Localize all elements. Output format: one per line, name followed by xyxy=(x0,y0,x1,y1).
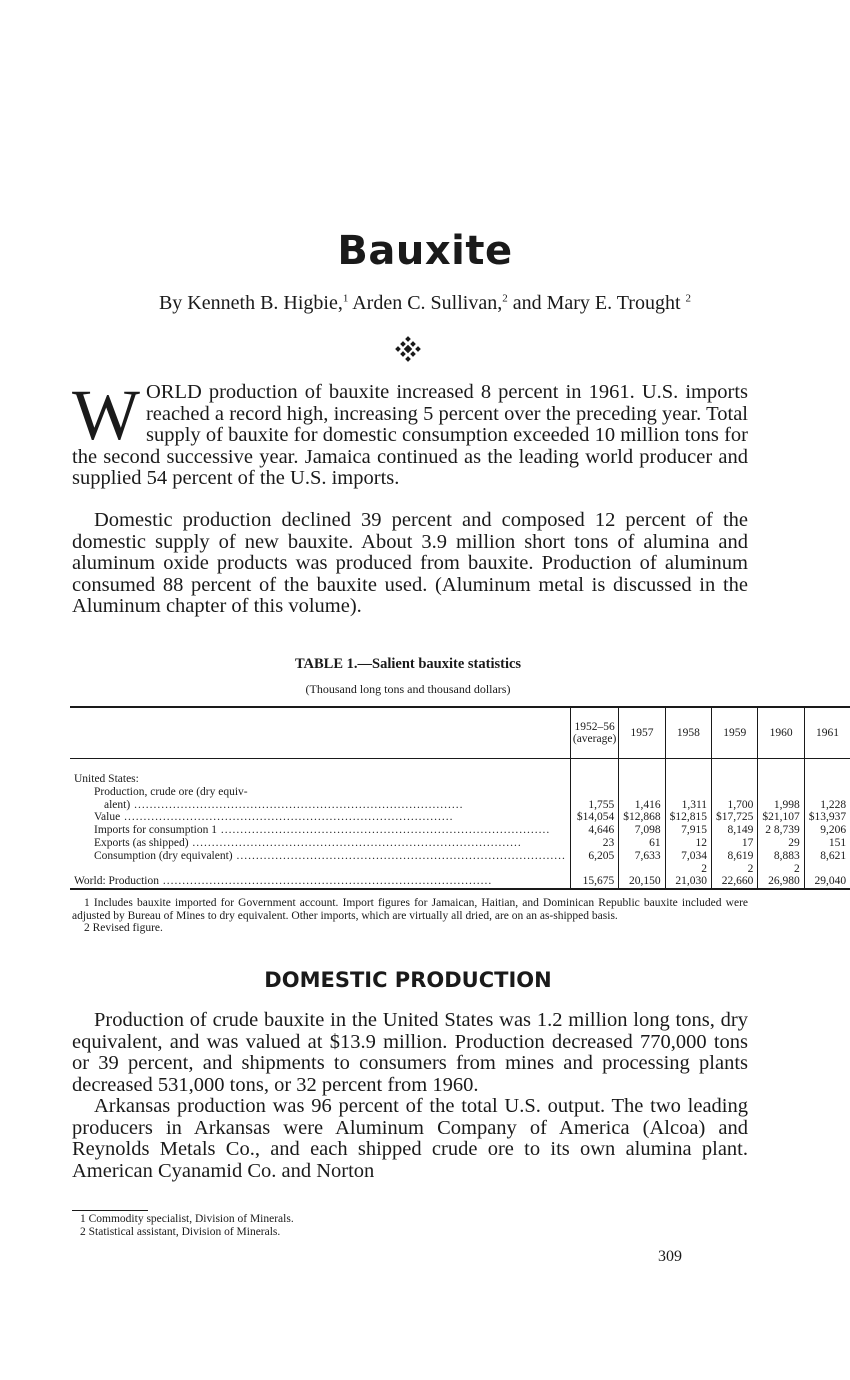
table-cell: 29,040 xyxy=(804,863,850,890)
table-subcaption: (Thousand long tons and thousand dollars) xyxy=(305,682,511,696)
header-blank xyxy=(70,707,570,759)
table-row xyxy=(70,837,850,850)
table-group-row xyxy=(70,786,850,799)
table-cell: 2 8,739 xyxy=(758,824,804,837)
table-cell: 2 22,660 xyxy=(712,863,758,890)
row-label: World: Production ..... xyxy=(74,875,492,887)
chapter-title: Bauxite xyxy=(337,228,513,274)
table-cell: 29 xyxy=(758,837,804,850)
row-label: Value ..... xyxy=(94,811,453,823)
table-cell: 61 xyxy=(619,837,665,850)
row-label: Exports (as shipped) ..... xyxy=(94,837,522,849)
table-cell: 17 xyxy=(712,837,758,850)
group-label: United States: xyxy=(74,773,139,785)
byline xyxy=(0,292,850,315)
header-col: 1960 xyxy=(758,707,804,759)
table-cell: 1,755 xyxy=(570,799,618,812)
table-footnotes xyxy=(72,897,748,935)
header-col: 1957 xyxy=(619,707,665,759)
footnote: 2 Statistical assistant, Division of Minerals. xyxy=(80,1226,281,1238)
table-cell: 7,633 xyxy=(619,850,665,863)
table-row xyxy=(70,799,850,812)
table-cell: 1,700 xyxy=(712,799,758,812)
ornament-icon xyxy=(395,336,421,362)
table-cell: 1,228 xyxy=(804,799,850,812)
table-cell: $12,868 xyxy=(619,811,665,824)
table-row xyxy=(70,811,850,824)
table-cell: 20,150 xyxy=(619,863,665,890)
table-cell: 1,998 xyxy=(758,799,804,812)
table-header-row xyxy=(70,707,850,759)
header-col: 1959 xyxy=(712,707,758,759)
intro-paragraph-2: Domestic production declined 39 percent and composed 12 percent of the domestic supply of new bauxite. About 3.9 million short tons of alumina and aluminum oxide products was produced from bauxite. Production of aluminum consumed 88 percent of the bauxite used. (Aluminum metal is discussed in the Aluminum chapter of this volume). xyxy=(72,509,748,617)
table-row xyxy=(70,863,850,890)
header-col: 1958 xyxy=(665,707,711,759)
table-cell: 4,646 xyxy=(570,824,618,837)
section-heading: DOMESTIC PRODUCTION xyxy=(264,968,552,992)
table-row xyxy=(70,824,850,837)
table-cell: 7,034 xyxy=(665,850,711,863)
footnote-ref-2: 2 xyxy=(502,292,508,305)
row-label: Imports for consumption 1 ..... xyxy=(94,824,550,836)
row-label: Consumption (dry equivalent) ..... xyxy=(94,850,566,862)
header-col: 1952–56 (average) xyxy=(570,707,618,759)
header-col: 1961 xyxy=(804,707,850,759)
table-cell: $17,725 xyxy=(712,811,758,824)
footnote-divider xyxy=(72,1210,148,1211)
table-cell: 8,149 xyxy=(712,824,758,837)
section-paragraph-1: Production of crude bauxite in the United States was 1.2 million long tons, dry equivalent, and was valued at $13.9 million. Production decreased 770,000 tons or 39 percent, and shipments to consumers from mines and processing plants decreased 531,000 tons, or 32 percent from 1960. xyxy=(72,1009,748,1096)
table-note: 2 Revised figure. xyxy=(84,922,163,934)
table-cell: 9,206 xyxy=(804,824,850,837)
table-cell: 1,311 xyxy=(665,799,711,812)
table-group-row xyxy=(70,773,850,786)
footnote-ref-3: 2 xyxy=(685,292,692,305)
table-cell: 8,621 xyxy=(804,850,850,863)
table-cell: 2 21,030 xyxy=(665,863,711,890)
drop-cap: W xyxy=(72,375,140,455)
table-cell: 6,205 xyxy=(570,850,618,863)
author-2: Arden C. Sullivan, xyxy=(348,292,503,314)
table-cell: $14,054 xyxy=(570,811,618,824)
table-row xyxy=(70,850,850,863)
table-cell: 2 26,980 xyxy=(758,863,804,890)
author-3: and Mary E. Trought xyxy=(507,292,686,314)
footnote: 1 Commodity specialist, Division of Minerals. xyxy=(80,1213,294,1225)
table-caption: TABLE 1.—Salient bauxite statistics xyxy=(294,656,522,672)
table-cell: 7,915 xyxy=(665,824,711,837)
table-cell: 23 xyxy=(570,837,618,850)
table-cell: $13,937 xyxy=(804,811,850,824)
table-cell: 15,675 xyxy=(570,863,618,890)
intro-paragraph-1 xyxy=(72,375,748,490)
intro-paragraph-1-text: ORLD production of bauxite increased 8 percent in 1961. U.S. imports reached a record high, increasing 5 percent over the preceding year. Total supply of bauxite for domestic consumption exceeded 10 million tons for the second successive year. Jamaica continued as the leading world producer and supplied 54 percent of the U.S. imports. xyxy=(72,381,748,489)
section-paragraph-2: Arkansas production was 96 percent of the total U.S. output. The two leading producers in Arkansas were Aluminum Company of America (Alcoa) and Reynolds Metals Co., and each shipped crude ore to its own alumina plant. American Cyanamid Co. and Norton xyxy=(72,1095,748,1182)
table-cell: 1,416 xyxy=(619,799,665,812)
table-cell: 7,098 xyxy=(619,824,665,837)
table-cell: 8,619 xyxy=(712,850,758,863)
table-cell: 12 xyxy=(665,837,711,850)
table-note: 1 Includes bauxite imported for Government account. Import figures for Jamaican, Haitian, and Dominican Republic bauxite included were adjusted by Bureau of Mines to dry equivalent. Other imports, which are virtually all dried, are on an as-shipped basis. xyxy=(72,897,748,922)
page-number: 309 xyxy=(658,1248,682,1265)
salient-statistics-table xyxy=(70,706,850,890)
author-1: By Kenneth B. Higbie, xyxy=(158,292,343,314)
row-label: Production, crude ore (dry equiv- xyxy=(94,785,248,798)
footnote-ref-1: 1 xyxy=(342,292,349,305)
table-cell: $21,107 xyxy=(758,811,804,824)
row-label: alent) ..... xyxy=(104,799,463,811)
page-footnotes xyxy=(72,1213,748,1239)
table-cell: 8,883 xyxy=(758,850,804,863)
table-cell: $12,815 xyxy=(665,811,711,824)
table-cell: 151 xyxy=(804,837,850,850)
